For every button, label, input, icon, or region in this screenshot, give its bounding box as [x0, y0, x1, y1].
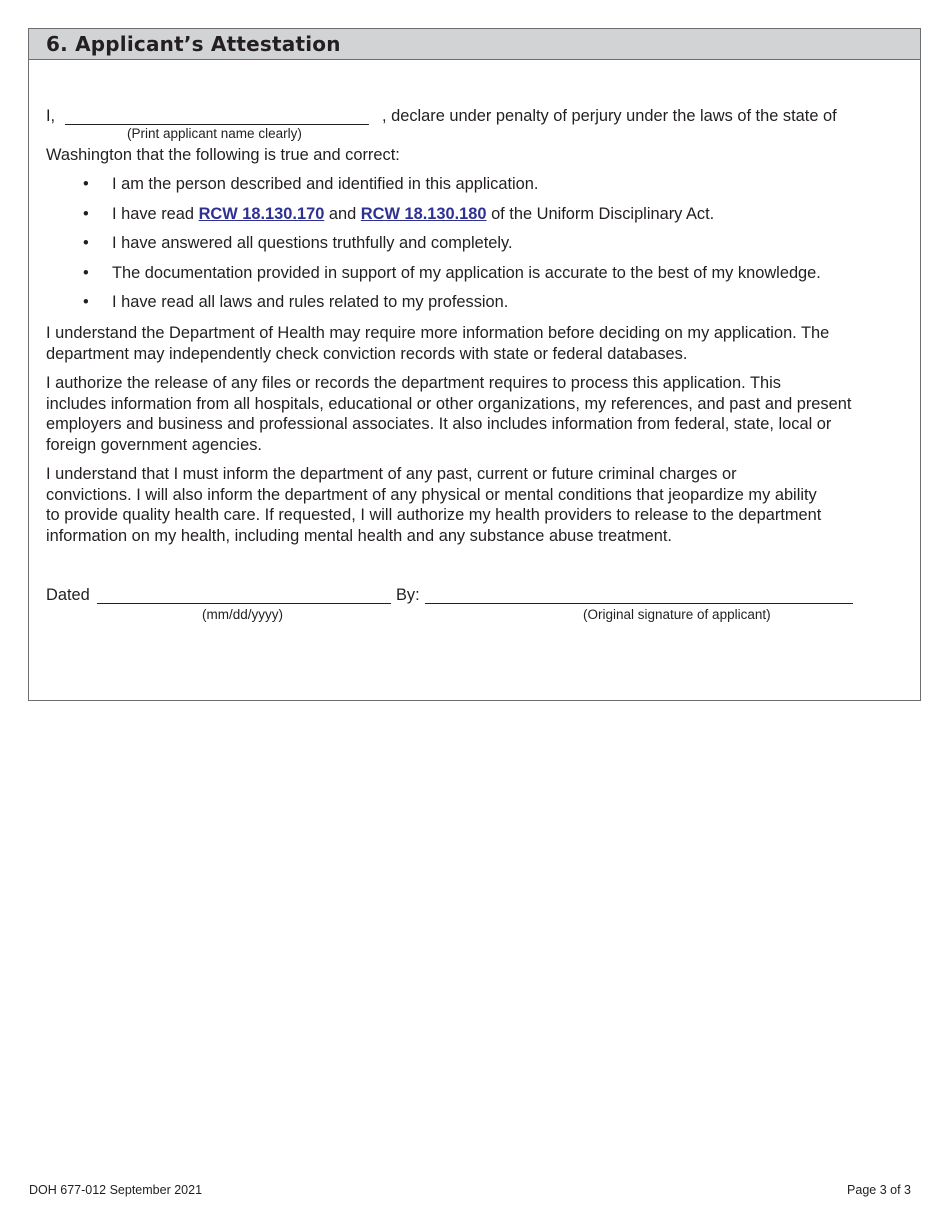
- applicant-name-field[interactable]: [65, 106, 369, 125]
- bullet-text: The documentation provided in support of my application is accurate to the best of my knowledge.: [112, 263, 821, 282]
- declaration-prefix: I,: [46, 107, 56, 125]
- signature-field[interactable]: [425, 585, 853, 604]
- bullet-text: I am the person described and identified in this application.: [112, 175, 539, 193]
- name-caption: (Print applicant name clearly): [127, 126, 302, 141]
- date-caption: (mm/dd/yyyy): [202, 607, 283, 622]
- paragraph-line: includes information from all hospitals, educational or other organizations, my references, and past and present: [46, 394, 852, 413]
- paragraph-line: information on my health, including mental health and any substance abuse treatment.: [46, 526, 672, 545]
- declaration-line2: Washington that the following is true and correct:: [46, 146, 400, 164]
- bullet-marker: •: [83, 263, 89, 282]
- rcw-18-130-170-link[interactable]: RCW 18.130.170: [198, 204, 325, 223]
- paragraph-line: employers and business and professional associates. It also includes information from federal, state, local or: [46, 415, 832, 433]
- bullet-text: I have answered all questions truthfully and completely.: [112, 234, 513, 253]
- form-id: DOH 677-012 September 2021: [29, 1183, 203, 1197]
- bullet-text-mid: and: [324, 204, 361, 223]
- bullet-text-prefix: I have read: [112, 204, 199, 223]
- bullet-marker: •: [83, 293, 89, 312]
- paragraph-disclosure-obligation: [46, 464, 896, 546]
- bullet-text-suffix: of the Uniform Disciplinary Act.: [486, 204, 715, 223]
- bullet-marker: •: [83, 204, 89, 223]
- paragraph-line: I authorize the release of any files or records the department requires to process this application. This: [46, 374, 781, 392]
- date-field[interactable]: [97, 585, 391, 604]
- bullet-marker: •: [83, 234, 89, 253]
- paragraph-line: I understand the Department of Health may require more information before deciding on my application. The: [46, 324, 830, 342]
- section-title: 6. Applicant’s Attestation: [29, 29, 920, 60]
- paragraph-line: convictions. I will also inform the department of any physical or mental conditions that jeopardize my ability: [46, 485, 817, 504]
- page-number: Page 3 of 3: [847, 1183, 911, 1197]
- rcw-18-130-180-link[interactable]: RCW 18.130.180: [360, 204, 487, 223]
- bullet-text: I have read all laws and rules related to my profession.: [112, 293, 509, 312]
- bullet-text: [112, 204, 714, 224]
- dated-label: Dated: [46, 586, 90, 604]
- paragraph-info-request: [46, 323, 896, 364]
- bullet-marker: •: [83, 175, 89, 193]
- paragraph-release-authorization: [46, 373, 896, 455]
- paragraph-line: foreign government agencies.: [46, 435, 262, 454]
- by-label: By:: [396, 586, 420, 604]
- paragraph-line: I understand that I must inform the department of any past, current or future criminal charges or: [46, 465, 737, 483]
- paragraph-line: department may independently check conviction records with state or federal databases.: [46, 344, 688, 363]
- paragraph-line: to provide quality health care. If requested, I will authorize my health providers to release to the department: [46, 506, 822, 524]
- declaration-line1: , declare under penalty of perjury under the laws of the state of: [382, 107, 837, 125]
- signature-caption: (Original signature of applicant): [583, 607, 771, 622]
